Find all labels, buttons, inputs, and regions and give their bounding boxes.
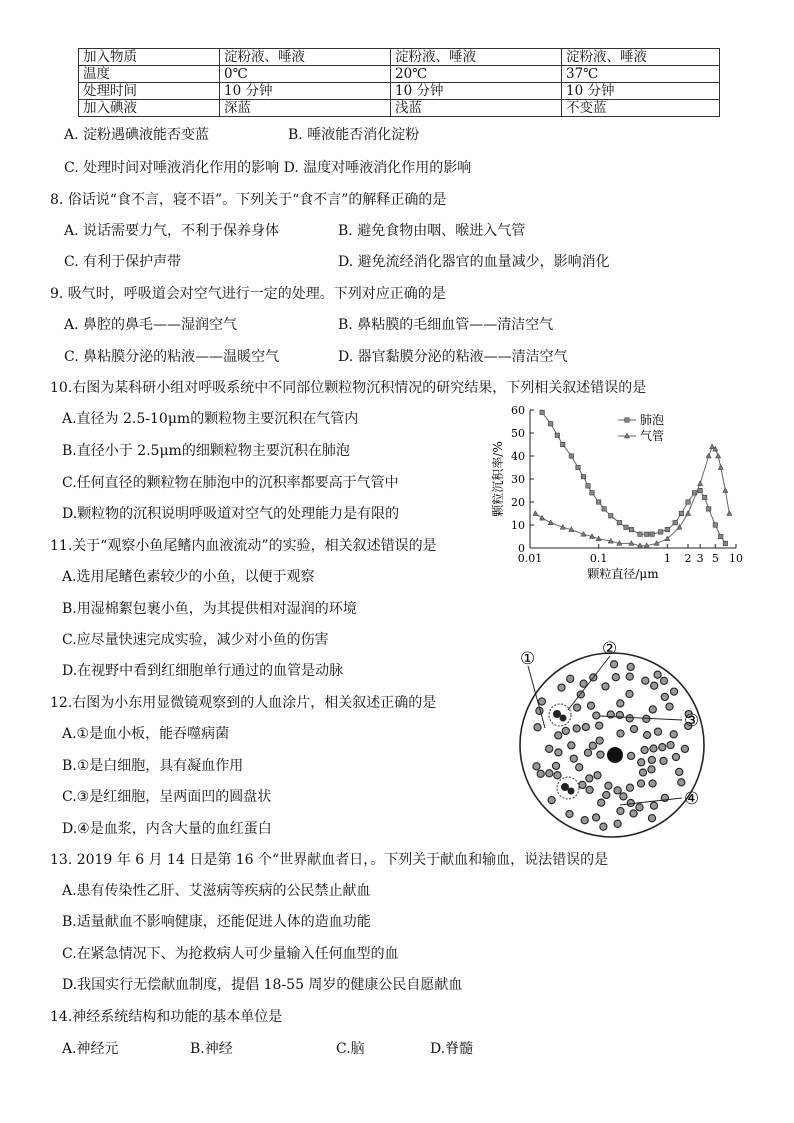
legend-marker (625, 418, 629, 422)
q11-option-b: B.用湿棉絮包裹小鱼，为其提供相对湿润的环境 (62, 601, 357, 617)
red-blood-cell (598, 799, 605, 806)
data-point-trachea (710, 444, 715, 449)
red-blood-cell (672, 753, 679, 760)
y-tick-label: 20 (511, 496, 525, 509)
red-blood-cell (626, 673, 633, 680)
q11-option-d: D.在视野中看到红细胞单行通过的血管是动脉 (62, 663, 344, 679)
q10-option-a: A.直径为 2.5-10μm的颗粒物主要沉积在气管内 (62, 411, 359, 427)
table-cell: 10 分钟 (220, 83, 391, 100)
red-blood-cell (596, 737, 603, 744)
data-point-trachea (727, 511, 732, 516)
data-point-alveoli (548, 422, 552, 426)
table-cell: 10 分钟 (562, 83, 720, 100)
data-point-alveoli (723, 541, 727, 545)
q10-option-b: B.直径小于 2.5μm的细颗粒物主要沉积在肺泡 (62, 443, 350, 459)
red-blood-cell (555, 732, 562, 739)
red-blood-cell (603, 791, 610, 798)
red-blood-cell (681, 745, 688, 752)
red-blood-cell (628, 752, 635, 759)
q8-option-a: A. 说话需要力气，不利于保养身体 (64, 223, 280, 239)
data-point-alveoli (569, 454, 573, 458)
red-blood-cell (666, 703, 673, 710)
red-blood-cell (576, 764, 583, 771)
q9-stem: 9. 吸气时，呼吸道会对空气进行一定的处理。下列对应正确的是 (50, 286, 446, 302)
table-row (79, 100, 720, 117)
series-line-1 (542, 412, 725, 543)
red-blood-cell (584, 749, 591, 756)
q8-stem: 8. 俗话说“食不言，寝不语”。下列关于“食不言”的解释正确的是 (50, 192, 447, 208)
x-tick-label: 2 (684, 552, 692, 565)
data-point-alveoli (555, 433, 559, 437)
x-tick-label: 10 (729, 552, 743, 565)
red-blood-cell (676, 768, 683, 775)
red-blood-cell (644, 731, 651, 738)
data-point-trachea (706, 453, 711, 458)
red-blood-cell (661, 693, 668, 700)
label-3: ③ (684, 711, 700, 731)
red-blood-cell (614, 787, 621, 794)
table-cell: 淀粉液、唾液 (220, 49, 391, 66)
q12-option-d: D.④是血浆，内含大量的血红蛋白 (62, 821, 272, 837)
x-tick-label: 0.1 (589, 552, 608, 565)
y-axis-label: 颗粒沉积率/% (491, 441, 505, 517)
table-cell: 淀粉液、唾液 (562, 49, 720, 66)
q13-stem: 13. 2019 年 6 月 14 日是第 16 个“世界献血者日，。下列关于献血和输血，说法错误的是 (50, 852, 609, 868)
data-point-alveoli (629, 527, 633, 531)
red-blood-cell (579, 781, 586, 788)
red-blood-cell (630, 725, 637, 732)
red-blood-cell (597, 751, 604, 758)
red-blood-cell (610, 661, 617, 668)
q10-option-c: C.任何直径的颗粒物在肺泡中的沉积率都要高于气管中 (62, 475, 399, 491)
table-cell: 37℃ (562, 66, 720, 83)
red-blood-cell (678, 779, 685, 786)
table-row (79, 66, 720, 83)
data-point-alveoli (665, 527, 669, 531)
red-blood-cell (617, 807, 624, 814)
table-cell: 加入物质 (79, 49, 220, 66)
table-cell: 加入碘液 (79, 100, 220, 117)
data-point-alveoli (702, 495, 706, 499)
red-blood-cell (548, 797, 555, 804)
red-blood-cell (570, 755, 577, 762)
red-blood-cell (659, 744, 666, 751)
q11-option-a: A.选用尾鳍色素较少的小鱼，以便于观察 (62, 569, 315, 585)
experiment-table (78, 48, 720, 117)
q8-option-c: C. 有利于保护声带 (64, 254, 182, 270)
red-blood-cell (558, 684, 565, 691)
q11-stem: 11.关于“观察小鱼尾鳍内血液流动”的实验，相关叙述错误的是 (50, 538, 437, 554)
red-blood-cell (649, 706, 656, 713)
table-cell: 20℃ (391, 66, 562, 83)
red-blood-cell (546, 745, 553, 752)
table-cell: 处理时间 (79, 83, 220, 100)
q8-option-b: B. 避免食物由咽、喉进入气管 (338, 223, 526, 239)
red-blood-cell (648, 766, 655, 773)
y-tick-label: 0 (518, 542, 525, 555)
red-blood-cell (617, 730, 624, 737)
q8-option-d: D. 避免流经消化器官的血量减少，影响消化 (338, 254, 610, 270)
table-row (79, 83, 720, 100)
legend-label: 气管 (640, 429, 665, 443)
red-blood-cell (574, 704, 581, 711)
data-point-alveoli (650, 532, 654, 536)
particle-deposition-chart (490, 398, 750, 598)
red-blood-cell (533, 763, 540, 770)
x-axis-label: 颗粒直径/μm (587, 567, 659, 581)
x-tick-label: 3 (696, 552, 704, 565)
data-point-alveoli (561, 442, 565, 446)
red-blood-cell (589, 742, 596, 749)
red-blood-cell (670, 688, 677, 695)
data-point-alveoli (698, 488, 702, 492)
red-blood-cell (654, 671, 661, 678)
label-4: ④ (684, 789, 700, 809)
table-cell: 淀粉液、唾液 (391, 49, 562, 66)
data-point-alveoli (586, 484, 590, 488)
red-blood-cell (670, 731, 677, 738)
red-blood-cell (586, 786, 593, 793)
table-cell: 不变蓝 (562, 100, 720, 117)
data-point-trachea (533, 511, 538, 516)
data-point-alveoli (602, 507, 606, 511)
red-blood-cell (600, 823, 607, 830)
q14-option-a: A.神经元 (62, 1041, 119, 1057)
blood-smear-figure (500, 630, 730, 840)
data-point-alveoli (658, 530, 662, 534)
red-blood-cell (605, 782, 612, 789)
q7-option-b: B. 唾液能否消化淀粉 (288, 127, 420, 143)
label-1: ① (520, 649, 536, 669)
y-tick-label: 40 (511, 450, 525, 463)
table-cell: 温度 (79, 66, 220, 83)
q14-option-d: D.脊髓 (430, 1041, 474, 1057)
q13-option-a: A.患有传染性乙肝、艾滋病等疾病的公民禁止献血 (62, 883, 371, 899)
red-blood-cell (651, 682, 658, 689)
q7-option-cd: C. 处理时间对唾液消化作用的影响 D. 温度对唾液消化作用的影响 (64, 160, 472, 176)
data-point-trachea (723, 488, 728, 493)
q14-stem: 14.神经系统结构和功能的基本单位是 (50, 1009, 283, 1025)
data-point-trachea (685, 511, 690, 516)
q7-option-a: A. 淀粉遇碘液能否变蓝 (64, 127, 210, 143)
red-blood-cell (587, 702, 594, 709)
large-white-blood-cell (607, 747, 623, 763)
red-blood-cell (626, 690, 633, 697)
white-blood-cell-nucleus (568, 788, 575, 795)
red-blood-cell (637, 780, 644, 787)
red-blood-cell (581, 817, 588, 824)
data-point-trachea (539, 515, 544, 520)
red-blood-cell (638, 759, 645, 766)
red-blood-cell (582, 723, 589, 730)
red-blood-cell (534, 724, 541, 731)
table-cell: 深蓝 (220, 100, 391, 117)
data-point-alveoli (576, 465, 580, 469)
red-blood-cell (627, 663, 634, 670)
red-blood-cell (620, 793, 627, 800)
red-blood-cell (593, 712, 600, 719)
red-blood-cell (568, 742, 575, 749)
q10-stem: 10.右图为某科研小组对呼吸系统中不同部位颗粒物沉积情况的研究结果，下列相关叙述错误的是 (50, 380, 647, 396)
red-blood-cell (612, 674, 619, 681)
q12-option-c: C.③是红细胞，呈两面凹的圆盘状 (62, 789, 272, 805)
q10-option-d: D.颗粒物的沉积说明呼吸道对空气的处理能力是有限的 (62, 506, 400, 522)
x-tick-label: 0.01 (517, 552, 543, 565)
data-point-alveoli (581, 475, 585, 479)
q14-option-c: C.脑 (336, 1041, 365, 1057)
data-point-alveoli (679, 511, 683, 515)
data-point-alveoli (540, 410, 544, 414)
table-cell: 浅蓝 (391, 100, 562, 117)
red-blood-cell (586, 775, 593, 782)
y-tick-label: 30 (511, 473, 525, 486)
red-blood-cell (537, 770, 544, 777)
red-blood-cell (667, 742, 674, 749)
red-blood-cell (626, 784, 633, 791)
q11-option-c: C.应尽量快速完成实验，减少对小鱼的伤害 (62, 632, 329, 648)
q9-option-a: A. 鼻腔的鼻毛——湿润空气 (64, 317, 238, 333)
red-blood-cell (630, 810, 637, 817)
red-blood-cell (660, 677, 667, 684)
data-point-trachea (548, 520, 553, 525)
red-blood-cell (648, 756, 655, 763)
white-blood-cell-nucleus (560, 715, 567, 722)
red-blood-cell (554, 772, 561, 779)
red-blood-cell (573, 725, 580, 732)
q9-option-d: D. 器官黏膜分泌的粘液——清洁空气 (338, 349, 568, 365)
red-blood-cell (650, 745, 657, 752)
q13-option-c: C.在紧急情况下、为抢救病人可少量输入任何血型的血 (62, 946, 399, 962)
legend-label: 肺泡 (640, 413, 665, 427)
data-point-alveoli (719, 534, 723, 538)
data-point-alveoli (673, 521, 677, 525)
red-blood-cell (626, 715, 633, 722)
red-blood-cell (602, 683, 609, 690)
red-blood-cell (654, 728, 661, 735)
red-blood-cell (593, 814, 600, 821)
q9-option-b: B. 鼻粘膜的毛细血管——清洁空气 (338, 317, 554, 333)
red-blood-cell (562, 727, 569, 734)
table-cell: 10 分钟 (391, 83, 562, 100)
red-blood-cell (642, 677, 649, 684)
red-blood-cell (538, 698, 545, 705)
data-point-alveoli (706, 507, 710, 511)
data-point-alveoli (590, 491, 594, 495)
red-blood-cell (617, 700, 624, 707)
red-blood-cell (552, 762, 559, 769)
red-blood-cell (641, 746, 648, 753)
x-tick-label: 1 (663, 552, 671, 565)
label-2: ② (602, 639, 618, 659)
red-blood-cell (649, 780, 656, 787)
data-point-alveoli (713, 523, 717, 527)
red-blood-cell (650, 802, 657, 809)
red-blood-cell (636, 804, 643, 811)
red-blood-cell (660, 757, 667, 764)
q9-option-c: C. 鼻粘膜分泌的粘液——温暖空气 (64, 349, 280, 365)
data-point-alveoli (686, 500, 690, 504)
red-blood-cell (648, 815, 655, 822)
red-blood-cell (614, 820, 621, 827)
table-cell: 0℃ (220, 66, 391, 83)
data-point-alveoli (609, 514, 613, 518)
y-tick-label: 60 (511, 404, 525, 417)
data-point-trachea (716, 453, 721, 458)
red-blood-cell (639, 769, 646, 776)
q13-option-d: D.我国实行无偿献血制度，提倡 18-55 周岁的健康公民自愿献血 (62, 977, 463, 993)
q14-option-b: B.神经 (190, 1041, 233, 1057)
q13-option-b: B.适量献血不影响健康，还能促进人体的造血功能 (62, 914, 371, 930)
data-point-trachea (718, 465, 723, 470)
red-blood-cell (555, 749, 562, 756)
table-row (79, 49, 720, 66)
data-point-alveoli (644, 532, 648, 536)
red-blood-cell (594, 772, 601, 779)
red-blood-cell (546, 770, 553, 777)
q12-stem: 12.右图为小东用显微镜观察到的人血涂片，相关叙述正确的是 (50, 695, 437, 711)
red-blood-cell (567, 675, 574, 682)
data-point-trachea (697, 481, 702, 486)
x-tick-label: 5 (711, 552, 719, 565)
red-blood-cell (566, 810, 573, 817)
y-tick-label: 10 (511, 519, 525, 532)
data-point-alveoli (617, 521, 621, 525)
data-point-alveoli (638, 532, 642, 536)
red-blood-cell (596, 722, 603, 729)
data-point-alveoli (596, 500, 600, 504)
q12-option-b: B.①是白细胞，具有凝血作用 (62, 758, 244, 774)
data-point-alveoli (624, 525, 628, 529)
q12-option-a: A.①是血小板，能吞噬病菌 (62, 726, 230, 742)
y-tick-label: 50 (511, 427, 525, 440)
